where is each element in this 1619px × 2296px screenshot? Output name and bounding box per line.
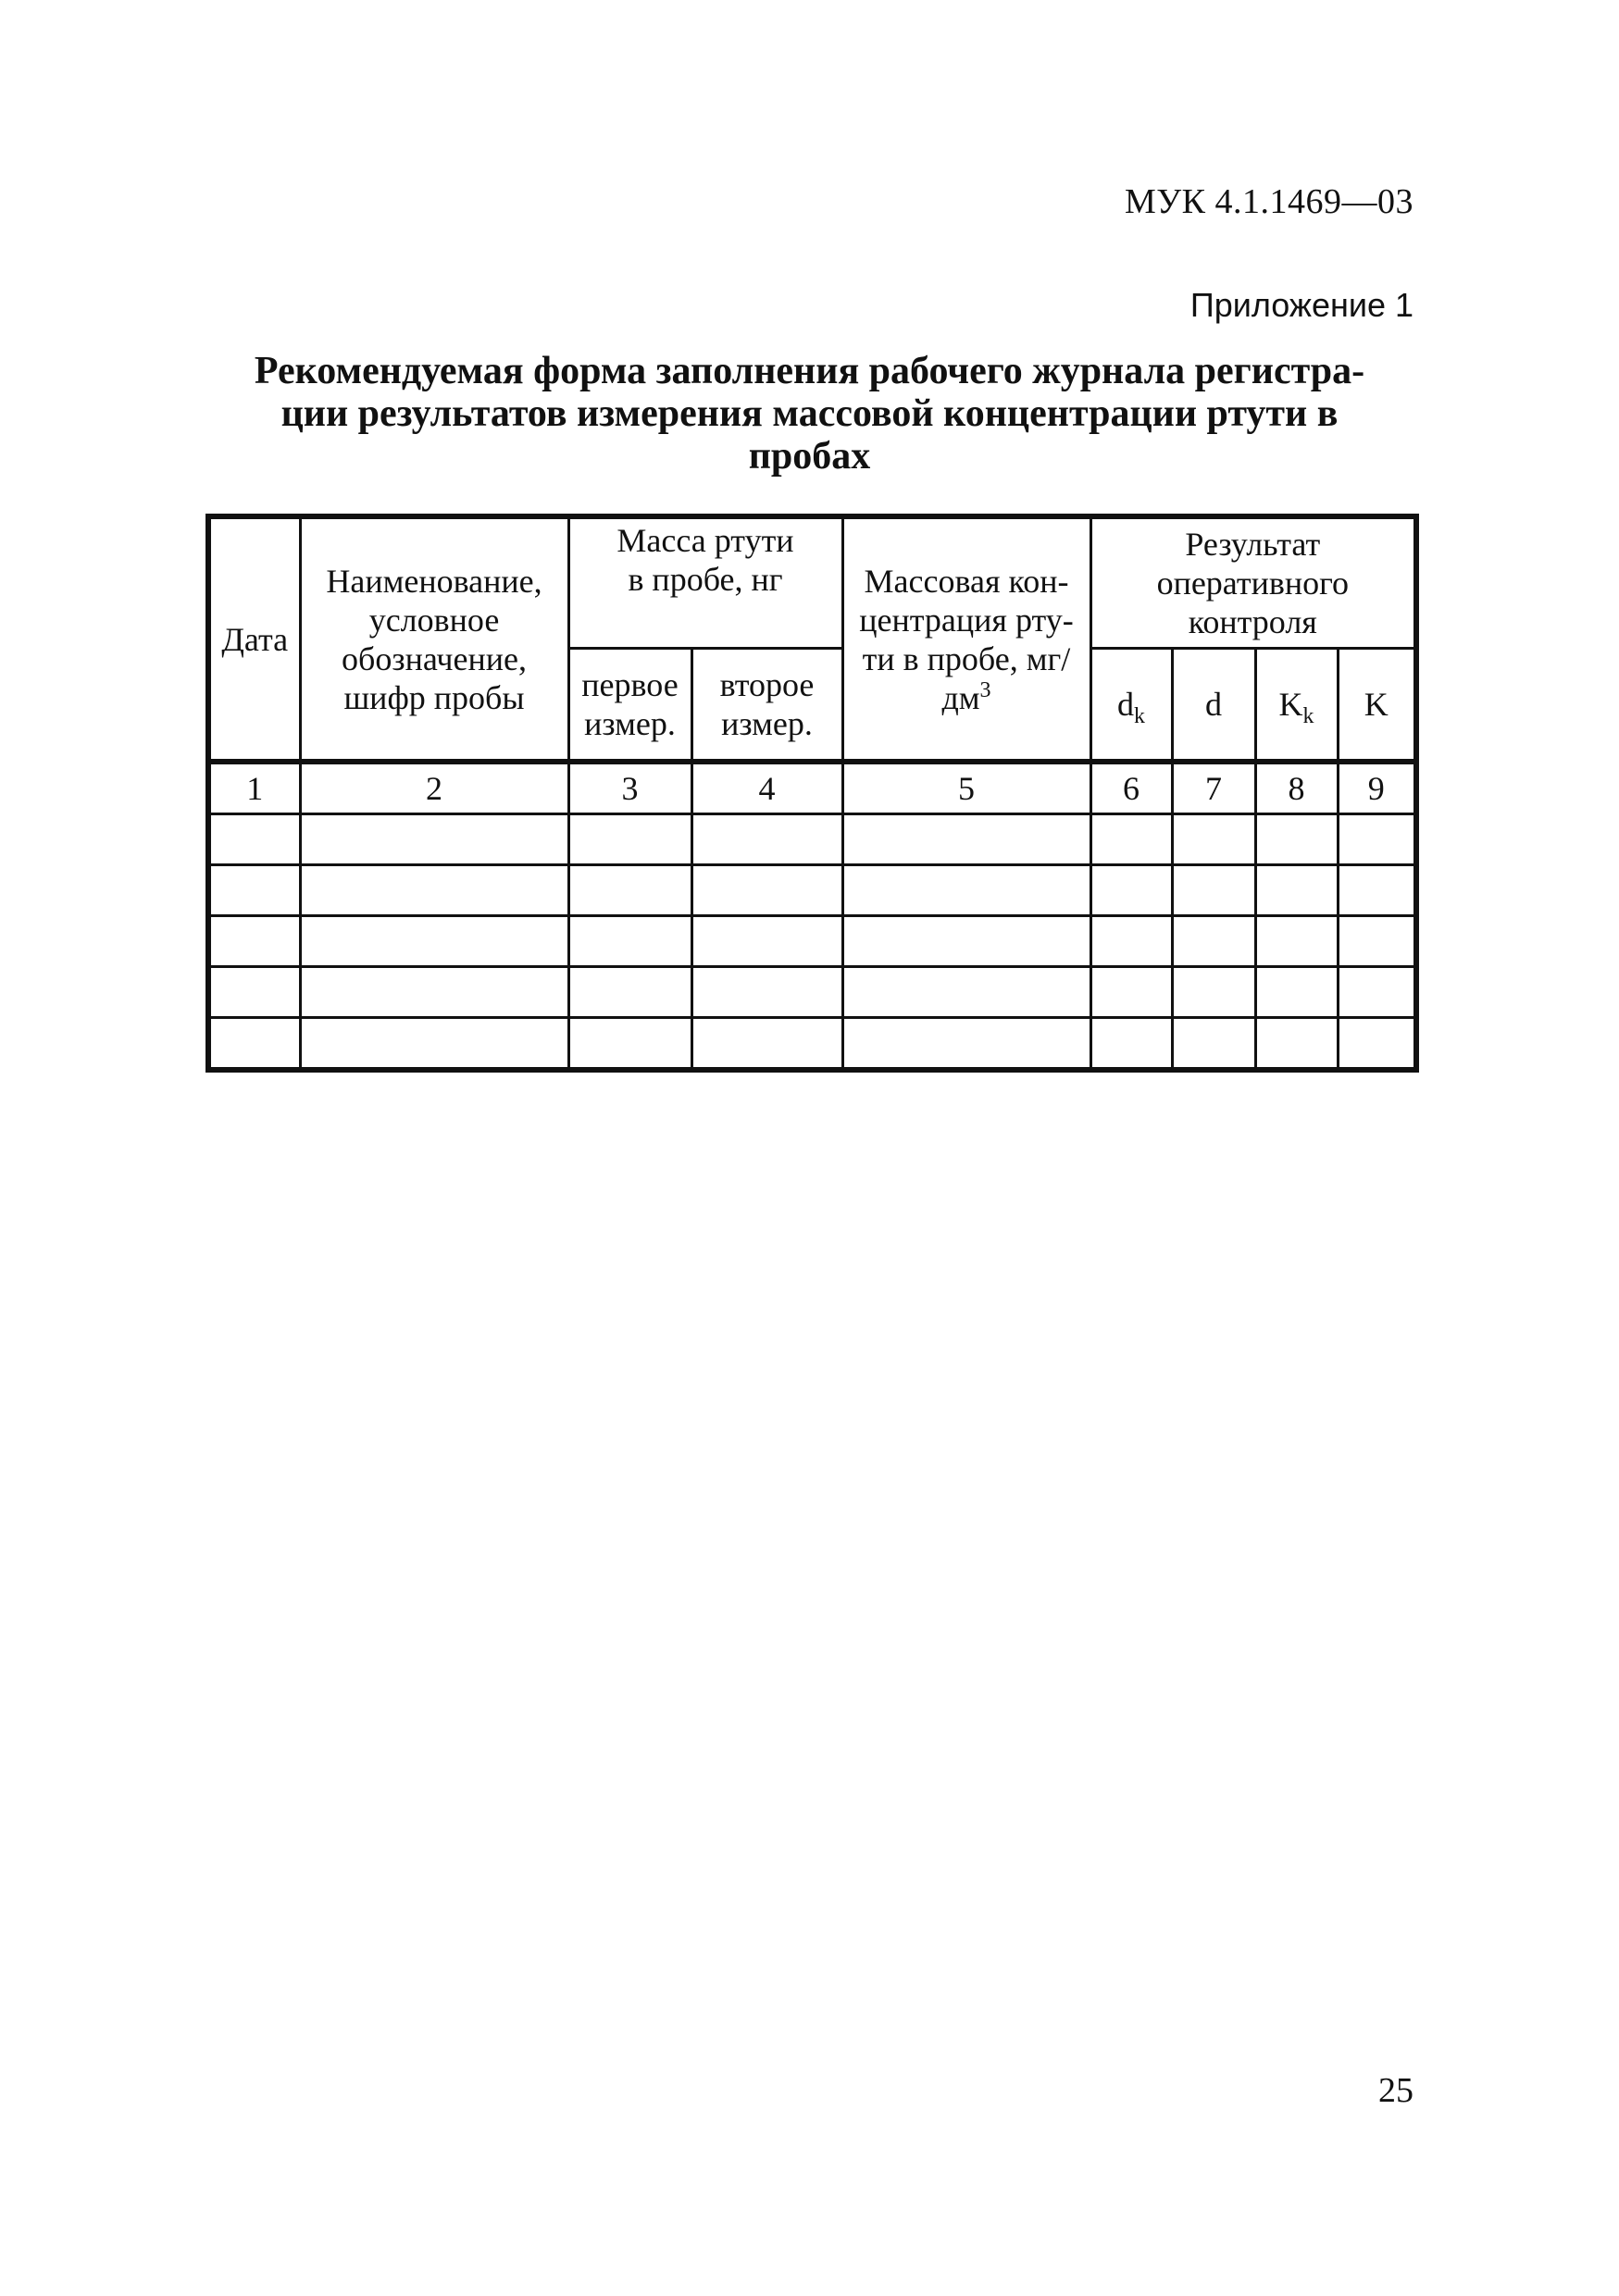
table-cell	[1172, 865, 1255, 916]
column-number: 4	[691, 762, 842, 814]
table-cell	[1338, 967, 1416, 1018]
header-row	[208, 516, 1416, 649]
table-cell	[1255, 1018, 1338, 1071]
header-mercury-mass	[568, 516, 842, 649]
table-cell	[300, 967, 568, 1018]
header-first-measurement	[568, 649, 691, 763]
appendix-label: Приложение 1	[1189, 286, 1414, 324]
table-cell	[1338, 916, 1416, 967]
header-second-measurement-line: измер.	[721, 705, 813, 742]
table-row	[208, 1018, 1416, 1071]
header-mercury-mass-line: Масса ртути	[616, 522, 794, 559]
column-number: 5	[842, 762, 1090, 814]
table-cell	[208, 916, 300, 967]
journal-form-table	[205, 514, 1419, 1073]
header-d: d	[1172, 649, 1255, 763]
table-cell	[1090, 814, 1172, 865]
header-sample-name-line: шифр пробы	[343, 678, 525, 716]
header-concentration-unit: дм	[941, 678, 980, 716]
page-number: 25	[1378, 2071, 1414, 2110]
table-cell	[208, 814, 300, 865]
header-mass-concentration	[842, 516, 1090, 762]
table-cell	[1338, 1018, 1416, 1071]
header-sample-name-line: обозначение,	[342, 639, 527, 677]
table-cell	[300, 1018, 568, 1071]
table-cell	[568, 916, 691, 967]
table-row	[208, 967, 1416, 1018]
header-second-measurement-line: второе	[719, 666, 815, 703]
header-concentration-line: ти в пробе, мг/	[862, 639, 1071, 677]
table-cell	[842, 865, 1090, 916]
column-number: 2	[300, 762, 568, 814]
table-cell	[1255, 865, 1338, 916]
header-dk-subscript: k	[1134, 704, 1145, 729]
table-cell	[1090, 967, 1172, 1018]
column-numbers-row	[208, 762, 1416, 814]
table-cell	[842, 967, 1090, 1018]
page-title	[205, 350, 1414, 478]
table-cell	[1255, 967, 1338, 1018]
table-cell	[208, 865, 300, 916]
table-cell	[208, 1018, 300, 1071]
header-sample-name-line: условное	[368, 601, 500, 639]
table-cell	[300, 814, 568, 865]
header-control-line: оперативного	[1156, 565, 1349, 602]
table-cell	[842, 814, 1090, 865]
table-cell	[568, 814, 691, 865]
table-cell	[568, 865, 691, 916]
header-control-line: Результат	[1185, 526, 1321, 563]
header-dk-symbol: d	[1117, 686, 1134, 723]
table-cell	[691, 1018, 842, 1071]
table-cell	[1090, 1018, 1172, 1071]
table-row	[208, 865, 1416, 916]
header-second-measurement	[691, 649, 842, 763]
header-sample-name-line: Наименование,	[326, 562, 542, 600]
header-kk	[1255, 649, 1338, 763]
table-cell	[300, 916, 568, 967]
table-cell	[1338, 865, 1416, 916]
header-dk	[1090, 649, 1172, 763]
header-concentration-line: центрация рту-	[859, 601, 1074, 639]
header-kk-symbol: K	[1278, 686, 1303, 723]
title-line: Рекомендуемая форма заполнения рабочего журнала регистра-	[254, 350, 1365, 392]
table-cell	[842, 1018, 1090, 1071]
header-mercury-mass-line: в пробе, нг	[628, 561, 783, 598]
column-number: 7	[1172, 762, 1255, 814]
table-cell	[1338, 814, 1416, 865]
table-cell	[691, 967, 842, 1018]
table-cell	[691, 865, 842, 916]
table-cell	[1090, 865, 1172, 916]
table-cell	[1255, 814, 1338, 865]
header-concentration-unit-exponent: 3	[979, 677, 991, 702]
table-cell	[568, 967, 691, 1018]
header-sample-name	[300, 516, 568, 762]
header-control-line: контроля	[1188, 603, 1317, 640]
table-cell	[842, 916, 1090, 967]
table-cell	[691, 916, 842, 967]
table-cell	[1172, 916, 1255, 967]
column-number: 1	[208, 762, 300, 814]
table-cell	[300, 865, 568, 916]
table-cell	[1090, 916, 1172, 967]
header-first-measurement-line: первое	[581, 666, 679, 703]
table-cell	[1255, 916, 1338, 967]
title-line: ции результатов измерения массовой концентрации ртути в	[280, 392, 1339, 435]
table-cell	[208, 967, 300, 1018]
document-code: МУК 4.1.1469—03	[1124, 182, 1414, 221]
column-number: 9	[1338, 762, 1416, 814]
table-cell	[568, 1018, 691, 1071]
table-cell	[691, 814, 842, 865]
header-kk-subscript: k	[1302, 704, 1314, 729]
column-number: 3	[568, 762, 691, 814]
table-row	[208, 916, 1416, 967]
table-cell	[1172, 1018, 1255, 1071]
title-line: пробах	[748, 435, 871, 478]
header-first-measurement-line: измер.	[584, 705, 676, 742]
header-concentration-line: Массовая кон-	[864, 562, 1069, 600]
header-operative-control-result	[1090, 516, 1416, 649]
column-number: 6	[1090, 762, 1172, 814]
table-row	[208, 814, 1416, 865]
table-cell	[1172, 967, 1255, 1018]
column-number: 8	[1255, 762, 1338, 814]
header-date: Дата	[208, 516, 300, 762]
header-k: K	[1338, 649, 1416, 763]
table-cell	[1172, 814, 1255, 865]
